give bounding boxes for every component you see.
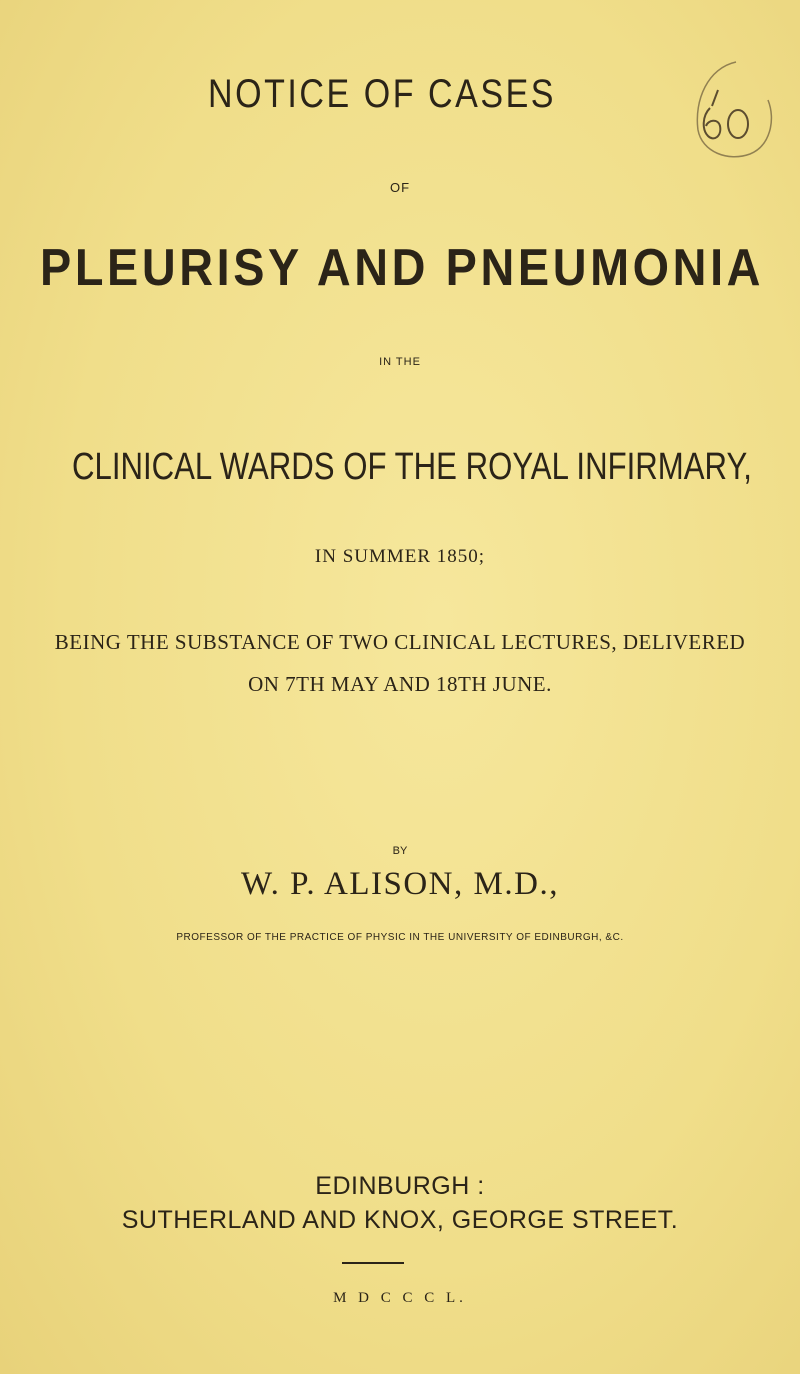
line-summer-1850: IN SUMMER 1850; <box>314 546 486 567</box>
handwritten-number-mark <box>688 50 778 170</box>
line-substance-of-lectures: BEING THE SUBSTANCE OF TWO CLINICAL LECTURES, DELIVERED <box>54 630 746 654</box>
divider-rule <box>342 1262 404 1264</box>
author-affiliation: PROFESSOR OF THE PRACTICE OF PHYSIC IN THE UNIVERSITY OF EDINBURGH, &C. <box>176 932 624 943</box>
heading-clinical-wards: CLINICAL WARDS OF THE ROYAL INFIRMARY, <box>72 446 752 488</box>
phrase-in-the: IN THE <box>379 356 421 368</box>
heading-notice-of-cases: NOTICE OF CASES <box>207 72 557 116</box>
word-of: OF <box>389 180 411 195</box>
imprint-city: EDINBURGH : <box>315 1172 485 1200</box>
imprint-year: M D C C C L. <box>333 1290 467 1306</box>
author-name: W. P. ALISON, M.D., <box>241 866 559 902</box>
word-by: BY <box>392 845 408 857</box>
line-lecture-dates: ON 7TH MAY AND 18TH JUNE. <box>248 672 552 696</box>
imprint-publisher: SUTHERLAND AND KNOX, GEORGE STREET. <box>121 1206 679 1234</box>
main-title: PLEURISY AND PNEUMONIA <box>40 239 765 297</box>
